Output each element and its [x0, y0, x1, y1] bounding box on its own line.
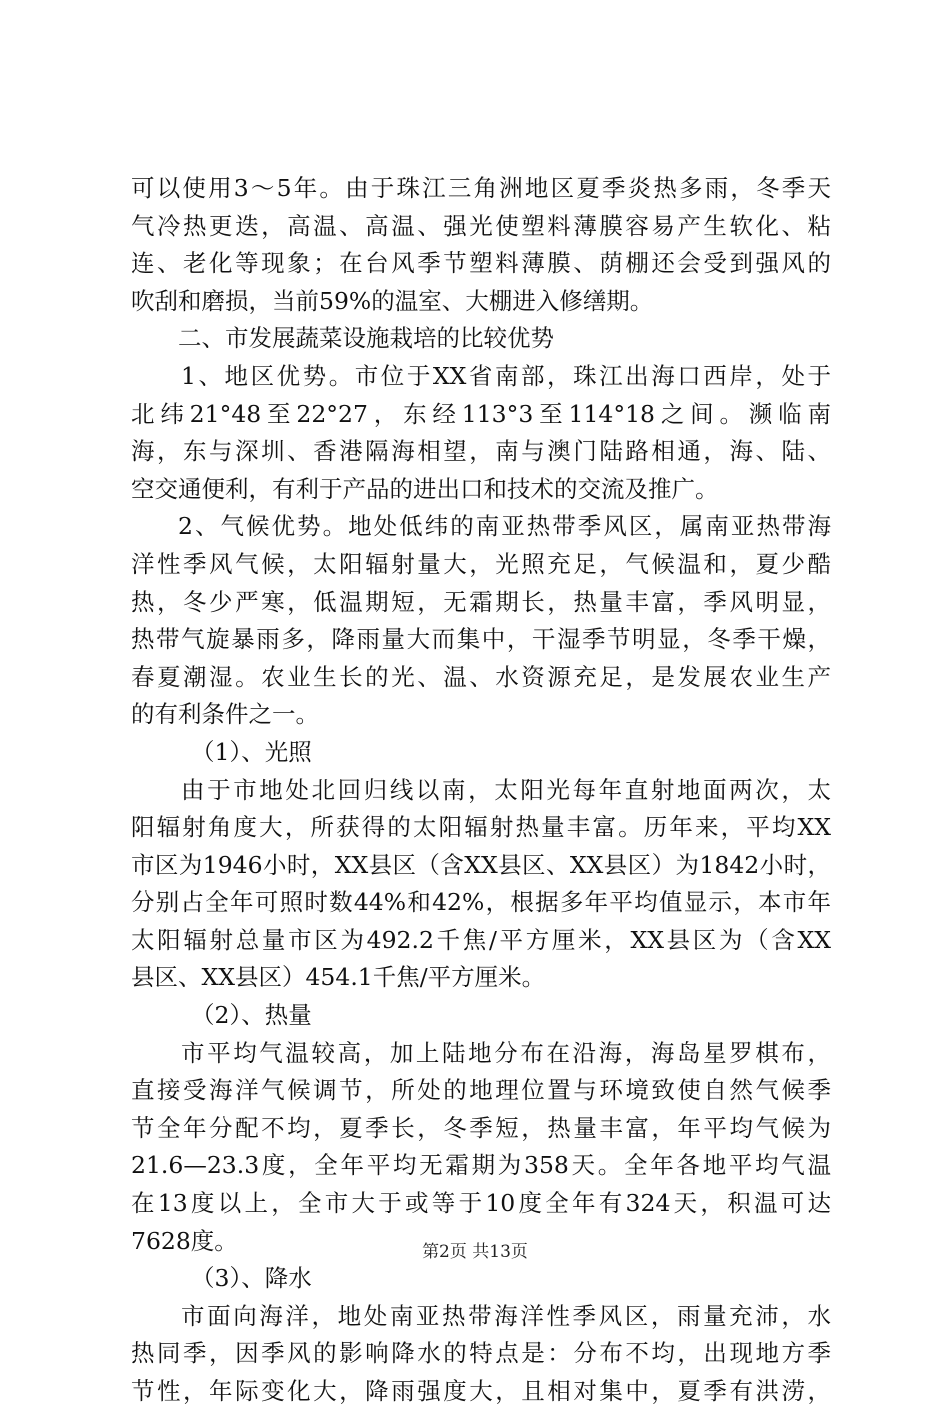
body-line: 市平均气温较高，加上陆地分布在沿海，海岛星罗棋布，: [181, 1038, 831, 1067]
body-line: 节性，年际变化大，降雨强度大，且相对集中，夏季有洪涝，: [131, 1377, 831, 1405]
body-line: 春夏潮湿。农业生长的光、温、水资源充足，是发展农业生产: [131, 662, 831, 691]
body-line: 连、老化等现象；在台风季节塑料薄膜、荫棚还会受到强风的: [131, 249, 831, 278]
body-line: 阳辐射角度大，所获得的太阳辐射热量丰富。历年来，平均XX: [131, 813, 831, 842]
body-line: 2、气候优势。地处低纬的南亚热带季风区，属南亚热带海: [178, 512, 831, 541]
subsection-heading: （1）、光照: [191, 737, 312, 766]
body-line: 吹刮和磨损，当前59%的温室、大棚进入修缮期。: [131, 286, 654, 315]
page-footer: [0, 1241, 950, 1263]
body-line: 热带气旋暴雨多，降雨量大而集中，干湿季节明显，冬季干燥，: [131, 625, 831, 654]
body-line: 可以使用3～5年。由于珠江三角洲地区夏季炎热多雨，冬季天: [131, 174, 831, 202]
document-body: [131, 170, 831, 1411]
page-number-label: 第2页 共13页: [422, 1242, 528, 1262]
body-line: 在13度以上，全市大于或等于10度全年有324天，积温可达: [131, 1189, 831, 1218]
subsection-heading: （3）、降水: [191, 1264, 312, 1293]
body-line: 节全年分配不均，夏季长，冬季短，热量丰富，年平均气候为: [131, 1113, 831, 1142]
body-line: 7628度。: [131, 1226, 238, 1255]
body-line: 热同季，因季风的影响降水的特点是：分布不均，出现地方季: [131, 1339, 831, 1368]
body-line: 海，东与深圳、香港隔海相望，南与澳门陆路相通，海、陆、: [131, 437, 831, 466]
body-line: 分别占全年可照时数44%和42%，根据多年平均值显示，本市年: [131, 888, 831, 917]
section-heading: 二、市发展蔬菜设施栽培的比较优势: [178, 324, 554, 353]
body-line: 市面向海洋，地处南亚热带海洋性季风区，雨量充沛，水: [181, 1301, 831, 1330]
subsection-heading: （2）、热量: [191, 1001, 312, 1030]
body-line: 由于市地处北回归线以南，太阳光每年直射地面两次，太: [181, 775, 831, 804]
body-line: 气冷热更迭，高温、高温、强光使塑料薄膜容易产生软化、粘: [131, 211, 831, 240]
body-line: 21.6—23.3度，全年平均无霜期为358天。全年各地平均气温: [131, 1151, 831, 1180]
body-line: 热，冬少严寒，低温期短，无霜期长，热量丰富，季风明显，: [131, 587, 831, 616]
body-line: 空交通便利，有利于产品的进出口和技术的交流及推广。: [131, 474, 719, 503]
body-line: 县区、XX县区）454.1千焦/平方厘米。: [131, 963, 546, 992]
body-line: 洋性季风气候，太阳辐射量大，光照充足，气候温和，夏少酷: [131, 549, 831, 578]
body-line: 1、地区优势。市位于XX省南部，珠江出海口西岸，处于: [181, 361, 831, 390]
body-line: 北纬21°48至22°27，东经113°3至114°18之间。濒临南: [131, 399, 831, 428]
body-line: 太阳辐射总量市区为492.2千焦/平方厘米，XX县区为（含XX: [131, 925, 831, 954]
body-line: 市区为1946小时，XX县区（含XX县区、XX县区）为1842小时，: [131, 850, 831, 879]
body-line: 直接受海洋气候调节，所处的地理位置与环境致使自然气候季: [131, 1076, 831, 1105]
body-line: 的有利条件之一。: [131, 700, 319, 729]
